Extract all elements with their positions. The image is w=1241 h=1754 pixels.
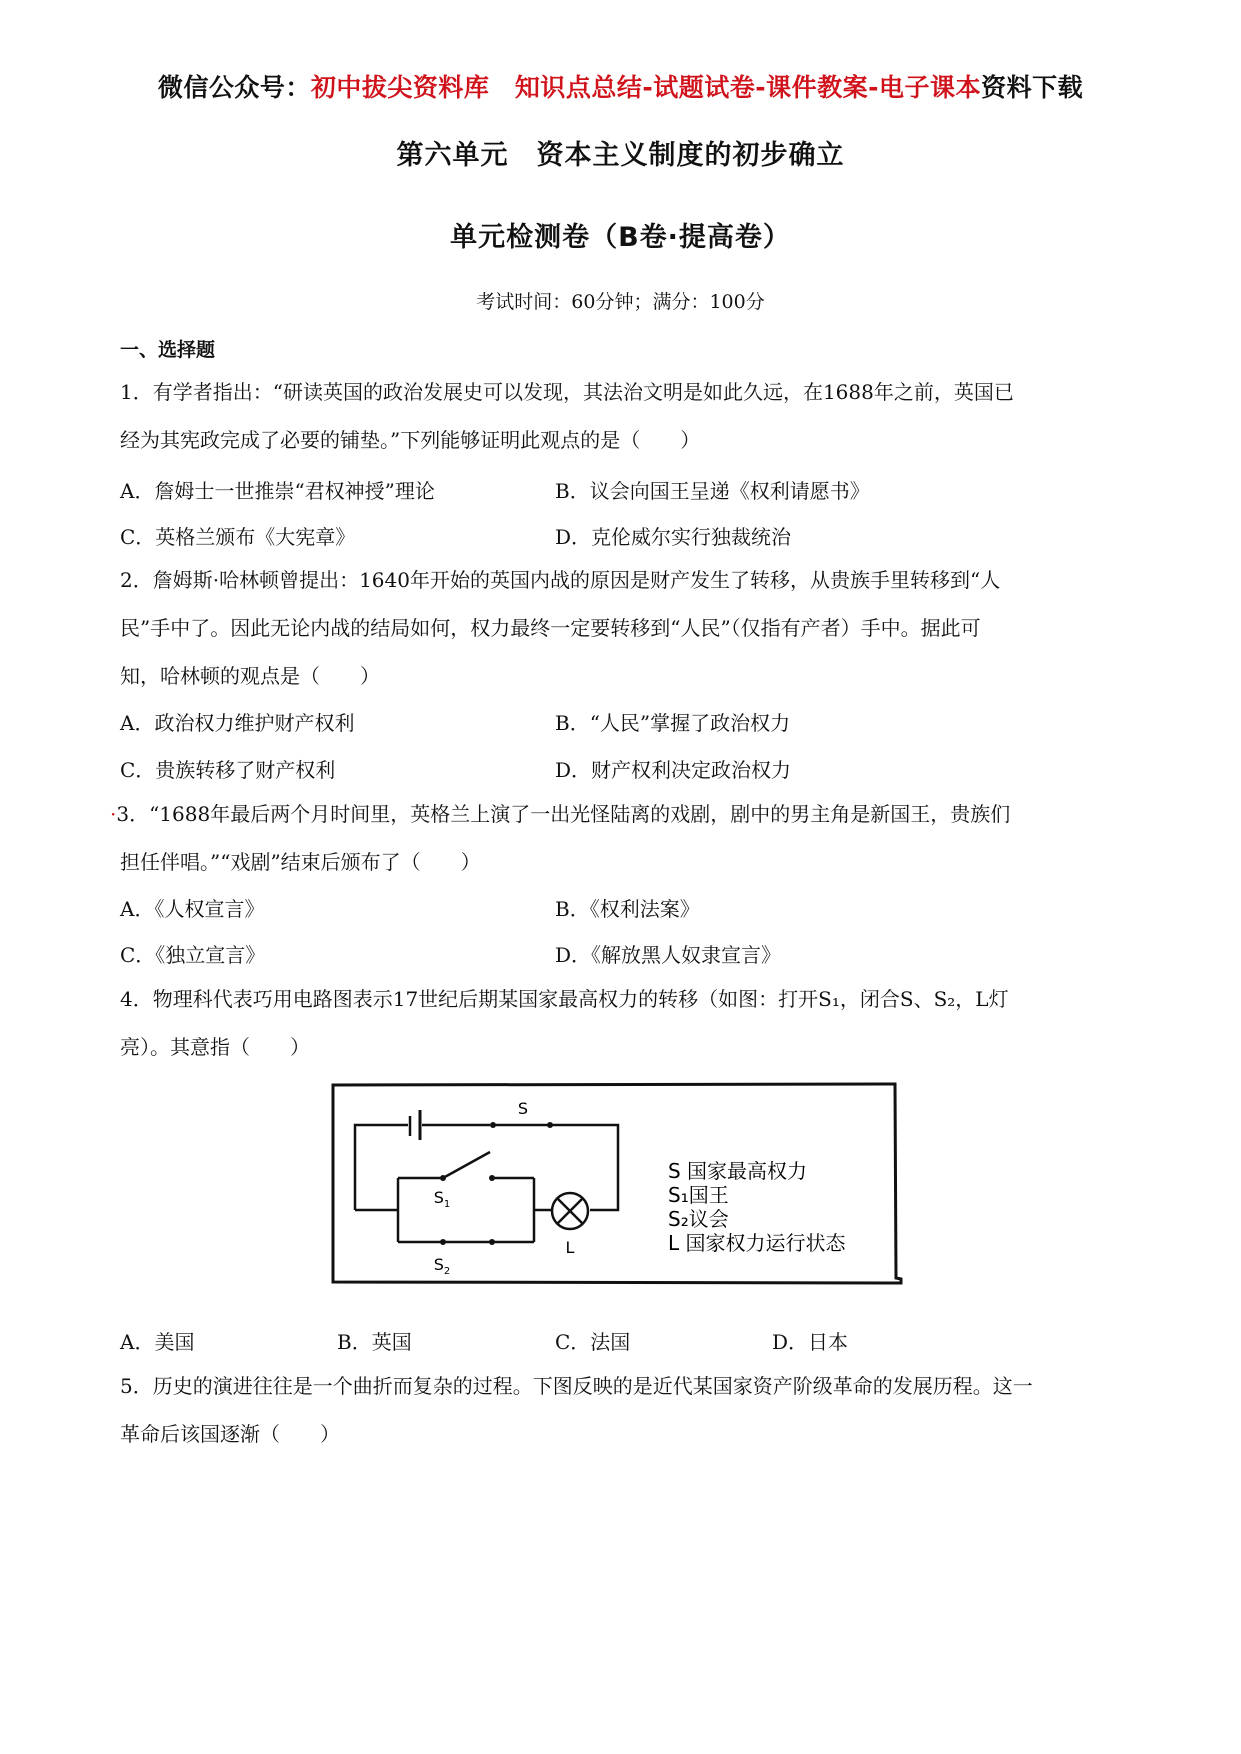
q4-option-a: A．美国 bbox=[120, 1330, 195, 1354]
q1-option-a: A．詹姆士一世推崇“君权神授”理论 bbox=[120, 479, 435, 503]
switch-s1-blade-open bbox=[443, 1152, 490, 1178]
q3-option-b: B．《权利法案》 bbox=[555, 897, 700, 921]
switch-s2-label: $S_2$ bbox=[433, 1255, 451, 1277]
q3-option-d: D．《解放黑人奴隶宣言》 bbox=[555, 943, 782, 967]
q2-option-c: C．贵族转移了财产权利 bbox=[120, 758, 336, 782]
question-line: 经为其宪政完成了必要的铺垫。”下列能够证明此观点的是（ ） bbox=[120, 428, 701, 452]
question-line: 1．有学者指出：“研读英国的政治发展史可以发现，其法治文明是如此久远，在1688年之前，英国已 bbox=[120, 380, 1014, 404]
question-line: 革命后该国逐渐（ ） bbox=[120, 1422, 340, 1446]
q3-option-a: A．《人权宣言》 bbox=[120, 897, 265, 921]
question-line: 担任伴唱。”“戏剧”结束后颁布了（ ） bbox=[120, 850, 481, 874]
question-5 bbox=[120, 1362, 1120, 1458]
header-suffix: 资料下载 bbox=[981, 73, 1084, 102]
header-prefix: 微信公众号： bbox=[157, 73, 311, 102]
unit-title: 第六单元 资本主义制度的初步确立 bbox=[396, 140, 845, 171]
question-1 bbox=[120, 368, 1120, 464]
q3-option-c: C．《独立宣言》 bbox=[120, 943, 266, 967]
q2-option-d: D．财产权利决定政治权力 bbox=[555, 758, 792, 782]
q4-option-b: B．英国 bbox=[337, 1330, 412, 1354]
section-title: 一、选择题 bbox=[120, 339, 216, 361]
header-red-text: 初中拔尖资料库 知识点总结-试题试卷-课件教案-电子课本 bbox=[310, 73, 982, 102]
question-3 bbox=[110, 790, 1110, 886]
paper-subtitle: 单元检测卷（B卷·提高卷） bbox=[450, 222, 791, 253]
switch-s1-label: $S_1$ bbox=[433, 1188, 451, 1210]
question-line: 民”手中了。因此无论内战的结局如何，权力最终一定要转移到“人民”（仅指有产者）手中。据此可 bbox=[120, 616, 981, 640]
question-line: 知，哈林顿的观点是（ ） bbox=[120, 664, 380, 688]
question-line bbox=[110, 790, 1110, 838]
q1-option-d: D．克伦威尔实行独裁统治 bbox=[555, 525, 792, 549]
switch-s-label: S bbox=[517, 1099, 529, 1118]
legend-item: S 国家最高权力 bbox=[668, 1159, 808, 1183]
q1-option-b: B．议会向国王呈递《权利请愿书》 bbox=[555, 479, 870, 503]
legend-item: L 国家权力运行状态 bbox=[668, 1231, 846, 1255]
legend-item: S₁国王 bbox=[668, 1183, 729, 1207]
q4-option-c: C．法国 bbox=[555, 1330, 631, 1354]
question-line: 4．物理科代表巧用电路图表示17世纪后期某国家最高权力的转移（如图：打开S₁，闭合S、S₂，L灯 bbox=[120, 987, 1009, 1011]
wire-left bbox=[355, 1125, 408, 1210]
q1-option-c: C．英格兰颁布《大宪章》 bbox=[120, 525, 356, 549]
legend-item: S₂议会 bbox=[668, 1207, 729, 1231]
question-line: 5．历史的演进往往是一个曲折而复杂的过程。下图反映的是近代某国家资产阶级革命的发展历程。这一 bbox=[120, 1374, 1033, 1398]
q4-option-d: D．日本 bbox=[772, 1330, 849, 1354]
question-4 bbox=[120, 975, 1120, 1071]
question-2 bbox=[120, 556, 1120, 700]
q2-option-b: B．“人民”掌握了政治权力 bbox=[555, 711, 791, 735]
question-line: 亮）。其意指（ ） bbox=[120, 1035, 310, 1059]
wire-right bbox=[552, 1125, 618, 1210]
question-marker: · bbox=[110, 802, 117, 826]
q2-option-a: A．政治权力维护财产权利 bbox=[120, 711, 355, 735]
lamp-label: L bbox=[565, 1238, 575, 1257]
circuit-diagram bbox=[330, 1080, 905, 1290]
question-line: 2．詹姆斯·哈林顿曾提出：1640年开始的英国内战的原因是财产发生了转移，从贵族手里转移到“人 bbox=[120, 568, 1001, 592]
exam-info: 考试时间：60分钟；满分：100分 bbox=[476, 291, 765, 313]
question-line-text: 3．“1688年最后两个月时间里，英格兰上演了一出光怪陆离的戏剧，剧中的男主角是新国王，贵族们 bbox=[116, 802, 1011, 826]
header-banner bbox=[0, 68, 1241, 104]
